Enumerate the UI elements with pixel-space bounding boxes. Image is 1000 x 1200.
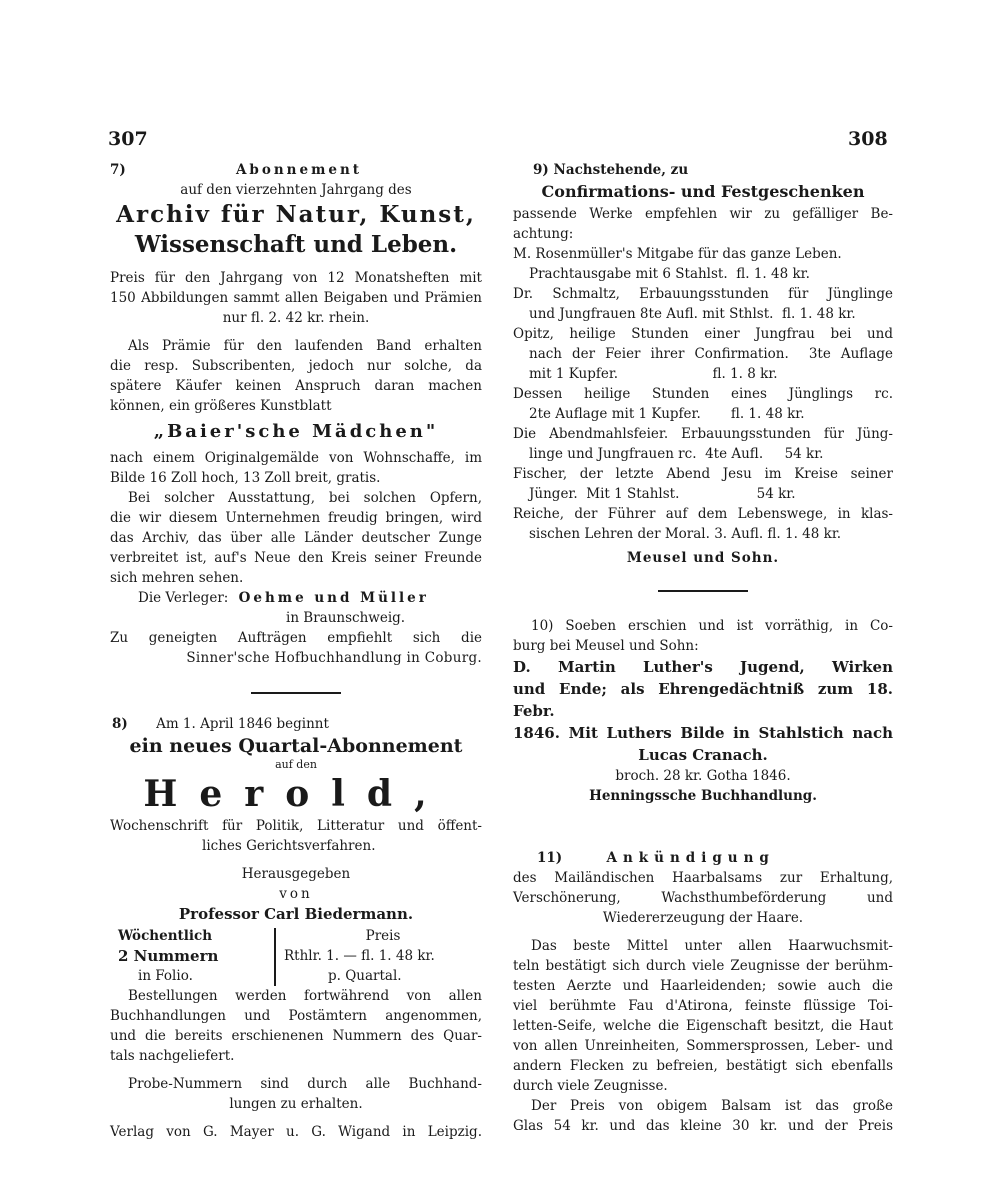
text-line: letten-Seife, welche die Eigenschaft besitzt, die Haut (513, 1018, 893, 1034)
advert-11 (513, 848, 893, 1136)
editor-intro: Herausgegeben (241, 866, 351, 882)
advert-11-heading-row (513, 848, 893, 868)
frequency-line: 2 Nummern (118, 947, 219, 965)
frequency-line: Wöchentlich (118, 928, 213, 944)
text-line: 10) Soeben erschien und ist vorräthig, in Co- (531, 618, 893, 634)
advert-title-line: Wissenschaft und Leben. (134, 231, 458, 258)
text-line: Wochenschrift für Politik, Litteratur und öffent- (110, 818, 482, 834)
advert-subheading: auf den vierzehnten Jahrgang des (180, 182, 412, 198)
text-line: das Archiv, das über alle Länder deutscher Zunge (110, 530, 482, 546)
price-box-right (284, 926, 482, 986)
book-list (513, 244, 893, 544)
page-number-right: 308 (848, 128, 888, 150)
text-line: tals nachgeliefert. (110, 1048, 235, 1064)
text-line: Das beste Mittel unter allen Haarwuchsmit- (531, 938, 893, 954)
publisher-line (110, 588, 482, 608)
text-line: burg bei Meusel und Sohn: (513, 638, 699, 654)
advert-title-line: Archiv für Natur, Kunst, (116, 201, 476, 228)
text-line: können, ein größeres Kunstblatt (110, 398, 332, 414)
book-title-line: D. Martin Luther's Jugend, Wirken (513, 658, 893, 676)
book-entry (513, 324, 893, 384)
advert-subheading: auf den (275, 758, 317, 771)
book-entry-line: M. Rosenmüller's Mitgabe für das ganze Leben. (513, 246, 842, 262)
page-number-left: 307 (108, 128, 148, 150)
text-line: Bei solcher Ausstattung, bei solchen Opfern, (128, 490, 482, 506)
book-entry (513, 244, 893, 264)
book-title-line: Lucas Cranach. (638, 746, 768, 764)
text-line: nach einem Originalgemälde von Wohnschaffe, im (110, 450, 482, 466)
book-entry-line: Prachtausgabe mit 6 Stahlst. fl. 1. 48 kr. (529, 266, 810, 282)
editor-name: Professor Carl Biedermann. (178, 905, 414, 923)
book-entry-line: sischen Lehren der Moral. 3. Aufl. fl. 1. 48 kr. (529, 526, 842, 542)
text-line: sich mehren sehen. (110, 570, 244, 586)
book-entry-line: Fischer, der letzte Abend Jesu im Kreise seiner (513, 466, 893, 482)
book-entry-line: Dr. Schmaltz, Erbauungsstunden für Jünglinge (513, 286, 893, 302)
advert-title: Confirmations- und Festgeschenken (541, 182, 865, 201)
book-entry-line: 2te Auflage mit 1 Kupfer. fl. 1. 48 kr. (529, 406, 805, 422)
text-line: verbreitet ist, auf's Neue den Kreis seiner Freunde (110, 550, 482, 566)
text-line: 150 Abbildungen sammt allen Beigaben und Prämien (110, 290, 482, 306)
left-column (110, 160, 482, 1142)
text-line: Wiedererzeugung der Haare. (602, 910, 804, 926)
advert-number: 11) (537, 850, 563, 866)
publisher-city: in Braunschweig. (286, 610, 406, 626)
price-value: Rthlr. 1. — fl. 1. 48 kr. (284, 948, 435, 964)
separator (658, 590, 748, 592)
book-entry (513, 504, 893, 544)
artwork-title: „Baier'sche Mädchen" (153, 421, 439, 442)
advert-7 (110, 160, 482, 668)
book-title-line: 1846. Mit Luthers Bilde in Stahlstich nach (513, 724, 893, 742)
book-entry-line: Dessen heilige Stunden eines Jünglings rc. (513, 386, 893, 402)
text-line: Der Preis von obigem Balsam ist das große (531, 1098, 893, 1114)
frequency-line: in Folio. (138, 968, 193, 984)
book-entry (513, 264, 893, 284)
book-entry (513, 464, 893, 504)
text-line: testen Aerzte und Haarleidenden; sowie auch die (513, 978, 893, 994)
advert-number: 8) (112, 716, 128, 732)
text-line: und die bereits erschienenen Nummern des Quar- (110, 1028, 482, 1044)
price-box-divider (274, 928, 276, 986)
advert-heading: 9) Nachstehende, zu (533, 162, 689, 178)
text-line: die resp. Subscribenten, jedoch nur solche, da (110, 358, 482, 374)
book-entry (513, 424, 893, 464)
text-line: passende Werke empfehlen wir zu gefälliger Be- (513, 206, 893, 222)
book-entry-line: Reiche, der Führer auf dem Lebenswege, in klas- (513, 506, 893, 522)
book-entry (513, 384, 893, 424)
journal-title: Herold, (143, 773, 449, 815)
book-title-line: und Ende; als Ehrengedächtniß zum 18. Febr. (513, 680, 893, 720)
advert-intro: Am 1. April 1846 beginnt (156, 716, 329, 732)
text-line: Als Prämie für den laufenden Band erhalten (128, 338, 482, 354)
text-line: viel berühmte Fau d'Atirona, feinste flüssige Toi- (513, 998, 893, 1014)
publisher-name: Oehme und Müller (238, 590, 429, 606)
bookshop-line: Sinner'sche Hofbuchhandlung in Coburg. (186, 650, 482, 666)
advert-10 (513, 616, 893, 806)
text-line: die wir diesem Unternehmen freudig bringen, wird (110, 510, 482, 526)
advert-8 (110, 714, 482, 1142)
text-line: Bestellungen werden fortwährend von allen (128, 988, 482, 1004)
text-line: lungen zu erhalten. (229, 1096, 363, 1112)
text-line: Verschönerung, Wachsthumbeförderung und (513, 890, 893, 906)
price-box-left (110, 926, 266, 986)
publisher-line: Verlag von G. Mayer u. G. Wigand in Leipzig. (110, 1124, 482, 1140)
book-entry-line: Die Abendmahlsfeier. Erbauungsstunden für Jüng- (513, 426, 893, 442)
text-line: des Mailändischen Haarbalsams zur Erhaltung, (513, 870, 893, 886)
advert-7-heading-row (110, 160, 482, 180)
advert-9 (513, 160, 893, 568)
text-line: liches Gerichtsverfahren. (202, 838, 376, 854)
advert-11-body (513, 936, 893, 1076)
signature: Meusel und Sohn. (626, 550, 780, 566)
price-label: Preis (365, 928, 401, 944)
text-line: achtung: (513, 226, 574, 242)
text-line: spätere Käufer keinen Anspruch daran machen (110, 378, 482, 394)
advert-heading: Ankündigung (606, 850, 775, 866)
text-line: andern Flecken zu befreien, bestätigt sich ebenfalls (513, 1058, 893, 1074)
text-line: Preis für den Jahrgang von 12 Monatsheften mit (110, 270, 482, 286)
separator (251, 692, 341, 694)
book-entry-line: linge und Jungfrauen rc. 4te Aufl. 54 kr. (529, 446, 824, 462)
price-line: nur fl. 2. 42 kr. rhein. (222, 310, 370, 326)
text-line: Buchhandlungen und Postämtern angenommen, (110, 1008, 482, 1024)
advert-8-heading-row (110, 714, 482, 734)
book-entry (513, 284, 893, 324)
publisher-label: Die Verleger: (138, 590, 229, 606)
text-line: Bilde 16 Zoll hoch, 13 Zoll breit, gratis. (110, 470, 381, 486)
advert-number: 7) (110, 162, 126, 178)
book-entry-line: Opitz, heilige Stunden einer Jungfrau bei und (513, 326, 893, 342)
text-line: durch viele Zeugnisse. (513, 1078, 668, 1094)
price-box (110, 926, 482, 986)
text-line: Zu geneigten Aufträgen empfiehlt sich die (110, 630, 482, 646)
text-line: teln bestätigt sich durch viele Zeugnisse der berühm- (513, 958, 893, 974)
book-entry-line: und Jungfrauen 8te Aufl. mit Sthlst. fl. 1. 48 kr. (529, 306, 856, 322)
text-line: Probe-Nummern sind durch alle Buchhand- (128, 1076, 482, 1092)
book-entry-line: mit 1 Kupfer. fl. 1. 8 kr. (529, 366, 778, 382)
book-entry-line: Jünger. Mit 1 Stahlst. 54 kr. (529, 486, 796, 502)
book-price: broch. 28 kr. Gotha 1846. (615, 768, 791, 784)
advert-heading: Abonnement (235, 162, 362, 178)
right-column (513, 160, 893, 1136)
advert-title: ein neues Quartal-Abonnement (129, 735, 463, 757)
publisher-line: Henningssche Buchhandlung. (589, 788, 817, 804)
book-entry-line: nach der Feier ihrer Confirmation. 3te Auflage (529, 346, 893, 362)
text-line: Glas 54 kr. und das kleine 30 kr. und der Preis (513, 1118, 893, 1134)
price-period: p. Quartal. (328, 968, 402, 984)
text-line: von allen Unreinheiten, Sommersprossen, Leber- und (513, 1038, 893, 1054)
editor-von: von (279, 886, 313, 902)
